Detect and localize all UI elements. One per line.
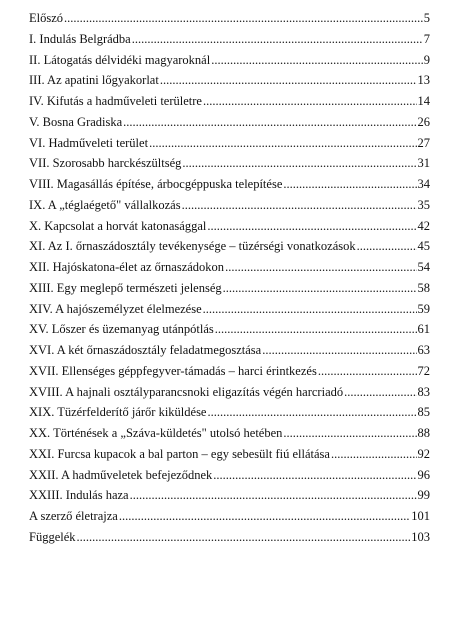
toc-entry	[29, 153, 430, 174]
toc-entry-page-number: 59	[417, 301, 430, 316]
toc-entry	[29, 319, 430, 340]
toc-entry-page-number: 88	[417, 426, 430, 440]
toc-entry-page-number: 72	[417, 363, 430, 378]
dot-leader	[64, 8, 423, 29]
toc-entry-title: XXIII. Indulás haza	[29, 488, 129, 503]
toc-entry-title: XVIII. A hajnali osztályparancsnoki eligazítás végén harcriadó	[29, 384, 344, 399]
toc-entry-page-number: 92	[417, 446, 430, 461]
toc-entry-page-number: 31	[417, 156, 430, 171]
toc-entry	[29, 506, 430, 527]
toc-entry	[29, 112, 430, 133]
dot-leader	[182, 195, 417, 216]
toc-entry-page-number: 58	[417, 280, 430, 295]
toc-entry	[29, 91, 430, 112]
dot-leader	[211, 50, 423, 71]
toc-entry	[29, 361, 430, 382]
toc-entry	[29, 195, 430, 216]
toc-entry-page-number: 5	[423, 11, 430, 25]
toc-entry-page-number: 99	[417, 488, 430, 503]
dot-leader	[203, 91, 417, 112]
toc-entry	[29, 216, 430, 237]
dot-leader	[182, 153, 416, 174]
dot-leader	[215, 319, 417, 340]
dot-leader	[77, 527, 411, 548]
toc-entry-title: Előszó	[29, 11, 64, 25]
dot-leader	[262, 340, 416, 361]
toc-entry	[29, 382, 430, 403]
toc-entry	[29, 29, 430, 50]
toc-entry-page-number: 101	[411, 509, 430, 523]
toc-entry-title: VI. Hadműveleti terület	[29, 135, 149, 150]
toc-entry-title: XI. Az I. őrnaszádosztály tevékenysége – tüzérségi vonatkozások	[29, 239, 356, 254]
dot-leader	[283, 174, 416, 195]
toc-entry	[29, 257, 430, 278]
dot-leader	[213, 465, 416, 486]
toc-entry-title: X. Kapcsolat a horvát katonasággal	[29, 218, 207, 233]
dot-leader	[207, 216, 416, 237]
toc-entry-page-number: 83	[417, 384, 430, 399]
toc-entry-title: II. Látogatás délvidéki magyaroknál	[29, 52, 211, 67]
toc-entry-title: XXII. A hadműveletek befejeződnek	[29, 467, 213, 482]
toc-entry-title: XXI. Furcsa kupacok a bal parton – egy sebesült fiú ellátása	[29, 446, 330, 461]
dot-leader	[344, 382, 416, 403]
dot-leader	[132, 29, 423, 50]
toc-entry-title: I. Indulás Belgrádba	[29, 31, 131, 46]
toc-entry-page-number: 42	[417, 218, 430, 233]
toc-entry	[29, 70, 430, 91]
dot-leader	[357, 236, 417, 257]
toc-entry-page-number: 103	[411, 529, 430, 544]
toc-entry	[29, 133, 430, 154]
toc-entry	[29, 299, 430, 320]
toc-entry-title: XIV. A hajószemélyzet élelmezése	[29, 301, 202, 316]
toc-entry	[29, 527, 430, 548]
toc-entry-page-number: 35	[417, 197, 430, 212]
toc-entry-page-number: 9	[423, 52, 430, 67]
toc-entry	[29, 465, 430, 486]
dot-leader	[160, 70, 417, 91]
toc-entry-title: XIX. Tüzérfelderítő járőr kiküldése	[29, 405, 207, 420]
toc-entry-title: VIII. Magasállás építése, árbocgéppuska telepítése	[29, 177, 283, 191]
toc-entry	[29, 50, 430, 71]
toc-entry-page-number: 85	[417, 405, 430, 420]
dot-leader	[318, 361, 417, 382]
toc-entry	[29, 236, 430, 257]
toc-entry-title: A szerző életrajza	[29, 509, 118, 523]
toc-entry-page-number: 27	[417, 135, 430, 150]
dot-leader	[130, 485, 417, 506]
toc-entry-page-number: 54	[417, 260, 430, 274]
toc-entry-title: XV. Lőszer és üzemanyag utánpótlás	[29, 322, 214, 337]
dot-leader	[225, 257, 416, 278]
dot-leader	[119, 506, 410, 527]
dot-leader	[283, 423, 416, 444]
toc-entry-page-number: 61	[417, 322, 430, 337]
toc-entry-page-number: 45	[417, 239, 430, 254]
toc-entry-title: VII. Szorosabb harckészültség	[29, 156, 182, 171]
toc-entry	[29, 8, 430, 29]
dot-leader	[331, 444, 417, 465]
toc-entry-title: XVII. Ellenséges géppfegyver-támadás – harci érintkezés	[29, 363, 317, 378]
dot-leader	[203, 299, 417, 320]
toc-entry-title: XVI. A két őrnaszádosztály feladatmegosztása	[29, 343, 262, 357]
toc-entry-title: XX. Történések a „Száva-küldetés" utolsó hetében	[29, 426, 283, 440]
toc-entry-page-number: 34	[417, 177, 430, 191]
toc-entry-title: XIII. Egy meglepő természeti jelenség	[29, 280, 222, 295]
toc-entry-page-number: 14	[417, 94, 430, 108]
toc-entry-page-number: 96	[417, 467, 430, 482]
toc-entry	[29, 402, 430, 423]
dot-leader	[207, 402, 416, 423]
toc-entry-title: IX. A „téglaégető" vállalkozás	[29, 197, 181, 212]
toc-entry-title: V. Bosna Gradiska	[29, 114, 123, 129]
toc-entry	[29, 278, 430, 299]
dot-leader	[223, 278, 417, 299]
toc-entry-page-number: 26	[417, 114, 430, 129]
toc-entry	[29, 340, 430, 361]
dot-leader	[149, 133, 416, 154]
toc-entry-title: III. Az apatini lőgyakorlat	[29, 73, 159, 88]
toc-entry-title: Függelék	[29, 529, 76, 544]
toc-entry	[29, 444, 430, 465]
table-of-contents	[29, 8, 430, 548]
toc-entry-page-number: 7	[423, 31, 430, 46]
toc-entry	[29, 423, 430, 444]
toc-entry-title: XII. Hajóskatona-élet az őrnaszádokon	[29, 260, 225, 274]
dot-leader	[123, 112, 416, 133]
toc-entry	[29, 485, 430, 506]
toc-entry-title: IV. Kifutás a hadműveleti területre	[29, 94, 202, 108]
toc-entry	[29, 174, 430, 195]
toc-entry-page-number: 63	[417, 343, 430, 357]
toc-entry-page-number: 13	[417, 73, 430, 88]
